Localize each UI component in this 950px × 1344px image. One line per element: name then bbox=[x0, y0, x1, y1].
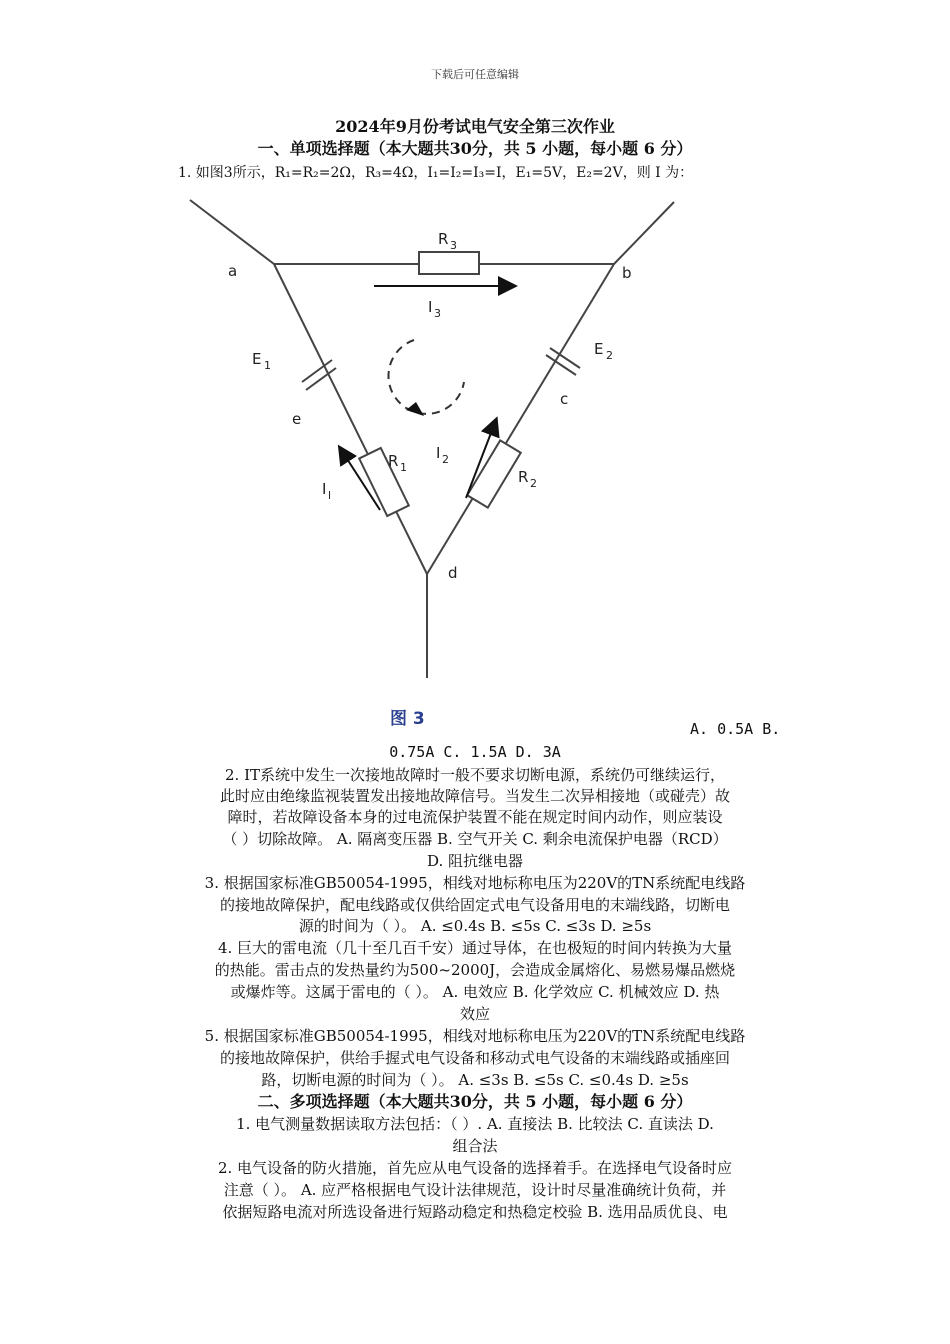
text-line: 2. IT系统中发生一次接地故障时一般不要求切断电源，系统仍可继续运行， bbox=[224, 766, 725, 784]
section1-title: 一、单项选择题（本大题共30分，共 5 小题，每小题 6 分） bbox=[257, 139, 693, 158]
label-i3: I bbox=[428, 298, 433, 316]
e2-plate-1 bbox=[550, 348, 580, 368]
text-line: 的接地故障保护，配电线路或仅供给固定式电气设备用电的末端线路，切断电 bbox=[219, 896, 730, 914]
question-1-text: 1. 如图3所示，R₁=R₂=2Ω，R₃=4Ω，I₁=I₂=I₃=I，E₁=5V，E₂=2V，则 I 为： bbox=[178, 165, 694, 181]
node-label-e: e bbox=[292, 410, 302, 428]
loop-arrowhead bbox=[406, 402, 424, 416]
text-line: 3. 根据国家标准GB50054-1995，相线对地标称电压为220V的TN系统配电线路 bbox=[204, 874, 746, 892]
loop-direction bbox=[388, 340, 464, 414]
text-line: 路，切断电源的时间为（ ）。 A. ≤3s B. ≤5s C. ≤0.4s D. ≥5s bbox=[261, 1071, 689, 1089]
label-r1-sub: 1 bbox=[400, 461, 407, 474]
label-e1: E bbox=[252, 350, 262, 368]
section2-title: 二、多项选择题（本大题共30分，共 5 小题，每小题 6 分） bbox=[257, 1092, 693, 1111]
question-1-options-line2: 0.75A C. 1.5A D. 3A bbox=[389, 743, 561, 761]
text-line: 障时，若故障设备本身的过电流保护装置不能在规定时间内动作，则应装设 bbox=[227, 808, 723, 826]
label-i3-sub: 3 bbox=[434, 307, 441, 320]
label-r2: R bbox=[518, 468, 529, 486]
text-line: 注意（ ）。 A. 应严格根据电气设计法律规范，设计时尽量准确统计负荷，并 bbox=[223, 1181, 727, 1199]
text-line: D. 阻抗继电器 bbox=[426, 852, 524, 870]
header-note: 下载后可任意编辑 bbox=[431, 68, 519, 81]
resistor-r1 bbox=[359, 448, 409, 516]
text-line: 1. 电气测量数据读取方法包括：（ ）. A. 直接法 B. 比较法 C. 直读法 D. bbox=[236, 1115, 714, 1133]
figure-caption: 图 3 bbox=[390, 709, 425, 729]
lead-a bbox=[190, 200, 274, 264]
circuit-diagram bbox=[184, 192, 704, 688]
text-line: 依据短路电流对所选设备进行短路动稳定和热稳定校验 B. 选用品质优良、电 bbox=[222, 1203, 728, 1221]
text-line: 2. 电气设备的防火措施，首先应从电气设备的选择着手。在选择电气设备时应 bbox=[217, 1159, 733, 1177]
document-title: 2024年9月份考试电气安全第三次作业 bbox=[335, 117, 615, 136]
node-label-c: c bbox=[560, 390, 569, 408]
lead-b bbox=[614, 202, 674, 264]
node-label-a: a bbox=[228, 262, 238, 280]
label-i2: I bbox=[436, 444, 441, 462]
label-i1: I bbox=[322, 480, 327, 498]
label-r2-sub: 2 bbox=[530, 477, 537, 490]
text-line: 5. 根据国家标准GB50054-1995，相线对地标称电压为220V的TN系统配电线路 bbox=[204, 1027, 746, 1045]
label-r3-sub: 3 bbox=[450, 239, 457, 252]
text-line: 此时应由绝缘监视装置发出接地故障信号。当发生二次异相接地（或碰壳）故 bbox=[219, 787, 730, 805]
question-1-options-line1: A. 0.5A B. bbox=[690, 720, 781, 738]
text-line: 的接地故障保护，供给手握式电气设备和移动式电气设备的末端线路或插座回 bbox=[219, 1049, 730, 1067]
text-line: 组合法 bbox=[452, 1137, 498, 1155]
text-line: （ ）切除故障。 A. 隔离变压器 B. 空气开关 C. 剩余电流保护电器（RCD） bbox=[222, 830, 728, 848]
label-i2-sub: 2 bbox=[442, 453, 449, 466]
label-r3: R bbox=[438, 230, 449, 248]
text-line: 或爆炸等。这属于雷电的（ ）。 A. 电效应 B. 化学效应 C. 机械效应 D. 热 bbox=[230, 983, 720, 1001]
text-line: 4. 巨大的雷电流（几十至几百千安）通过导体，在也极短的时间内转换为大量 bbox=[217, 939, 733, 957]
e2-plate-2 bbox=[546, 355, 576, 375]
wire-right bbox=[427, 264, 614, 574]
text-line: 效应 bbox=[459, 1005, 490, 1023]
label-r1: R bbox=[388, 452, 399, 470]
node-label-b: b bbox=[622, 264, 632, 282]
label-e2: E bbox=[594, 340, 604, 358]
text-line: 源的时间为（ ）。 A. ≤0.4s B. ≤5s C. ≤3s D. ≥5s bbox=[298, 917, 652, 935]
label-e1-sub: 1 bbox=[264, 359, 271, 372]
label-e2-sub: 2 bbox=[606, 349, 613, 362]
resistor-r3 bbox=[419, 252, 479, 274]
text-line: 的热能。雷击点的发热量约为500~2000J，会造成金属熔化、易燃易爆品燃烧 bbox=[214, 961, 736, 979]
node-label-d: d bbox=[448, 564, 458, 582]
label-i1-sub: l bbox=[328, 489, 332, 502]
